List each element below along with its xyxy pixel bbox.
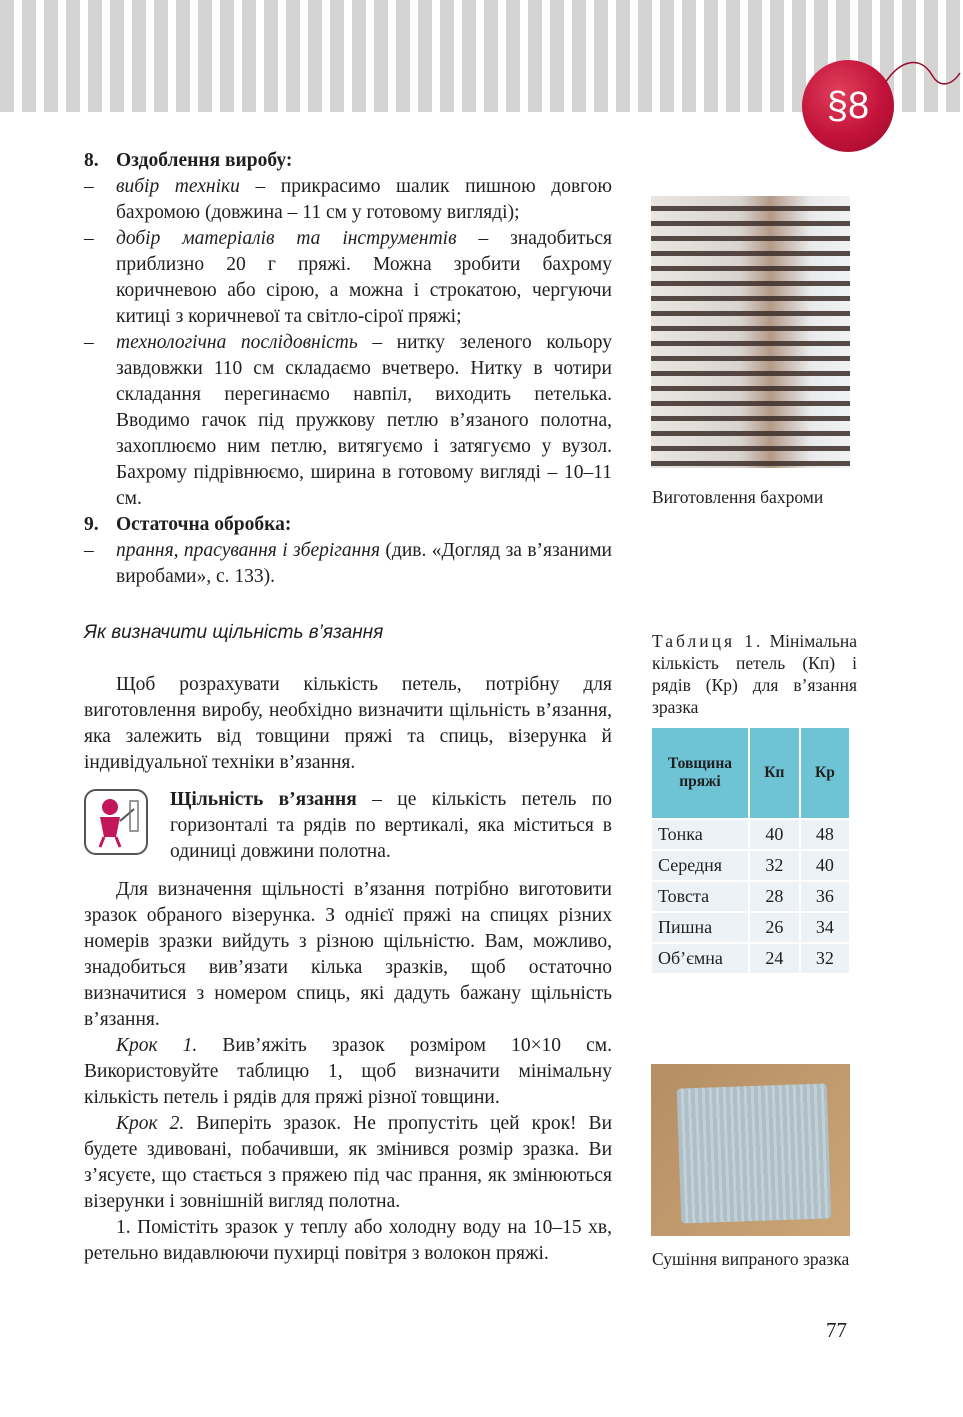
stitch-table (652, 728, 849, 973)
step-8-heading: 8. Оздоблення виробу: (84, 150, 293, 171)
numbered-item-1: 1. Помістіть зразок у теплу або холодну воду на 10–15 хв, ретельно видавлюючи пухирці повітря з волокон пряжі. (84, 1217, 612, 1264)
yarn-thread-decoration (880, 55, 963, 95)
step-1-paragraph: Крок 1. Вив’яжіть зразок розміром 10×10 см. Використовуйте таблицю 1, щоб визначити мінімальну кількість петель і рядів для пряжі різної товщини. (84, 1035, 613, 1108)
step-9-heading: 9. Остаточна обробка: (84, 514, 292, 535)
intro-paragraph: Щоб розрахувати кількість петель, потрібну для виготовлення виробу, необхідно визначити щільність в’язання, яка залежить від товщини пряжі та спиць, візерунка й індивідуальної техніки в’язання. (84, 674, 612, 773)
note-icon (84, 789, 148, 855)
fringe-photo (651, 196, 850, 468)
body-text-lower (84, 877, 612, 1267)
step-8-bullet-3: – технологічна послідовність – нитку зеленого кольору завдовжки 110 см складаємо вчетверо. Нитку в чотири складання перегинаємо навпіл, виходить петелька. Вводимо гачок під пружкову петлю в’язаного полотна, захоплюємо ним петлю, витягуємо і затягуємо у вузол. Бахрому підрівнюємо, ширина в готовому вигляді – 10–11 см. (84, 332, 612, 509)
step-9-bullet-1: – прання, прасування і зберігання (див. «Догляд за в’язаними виробами», с. 133). (84, 540, 612, 587)
section-badge: §8 (802, 60, 894, 152)
table-caption: Таблиця 1. Мінімальна кількість петель (Кп) і рядів (Кр) для в’язання зразка (652, 631, 857, 717)
table-header-kr: Кр (800, 728, 849, 819)
drying-sample-photo (651, 1064, 850, 1236)
table-row: Пишна 26 34 (652, 912, 849, 943)
table-row: Середня 32 40 (652, 850, 849, 881)
step-8-bullet-1: – вибір техніки – прикрасимо шалик пишною довгою бахромою (довжина – 11 см у готовому вигляді); (84, 176, 613, 223)
knitted-sample (677, 1083, 832, 1223)
table-header-thickness: Товщина пряжі (652, 728, 749, 819)
section-title: Як визначити щільність в’язання (84, 622, 384, 643)
sample-paragraph: Для визначення щільності в’язання потрібно виготовити зразок обраного візерунка. З однієї пряжі на спицях різних номерів зразки вийдуть з різною щільністю. Вам, можливо, знадобиться вив’язати кілька зразків, щоб остаточно визначитися з номером спиць, які дадуть бажану щільність в’язання. (84, 879, 612, 1030)
definition-text: Щільність в’язання – це кількість петель по горизонталі та рядів по вертикалі, яка міститься в одиниці довжини полотна. (170, 789, 612, 862)
drying-caption: Сушіння випраного зразка (652, 1249, 850, 1269)
table-row: Об’ємна 24 32 (652, 943, 849, 973)
step-2-paragraph: Крок 2. Виперіть зразок. Не пропустіть цей крок! Ви будете здивовані, побачивши, як змінився розмір зразка. Ви з’ясуєте, що стається з пряжею під час прання, як змінюються візерунки і зовнішній вигляд полотна. (84, 1113, 613, 1212)
steps-block (84, 148, 612, 590)
table-header-kp: Кп (749, 728, 800, 819)
page-number: 77 (826, 1318, 847, 1342)
step-8-bullet-2: – добір матеріалів та інструментів – знадобиться приблизно 20 г пряжі. Можна зробити бахрому коричневою або сірою, а можна і строкатою, чергуючи китиці з коричневої та світло-сірої пряжі; (84, 228, 612, 327)
fringe-caption: Виготовлення бахроми (652, 487, 824, 507)
table-row: Товста 28 36 (652, 881, 849, 912)
table-row: Тонка 40 48 (652, 819, 849, 850)
